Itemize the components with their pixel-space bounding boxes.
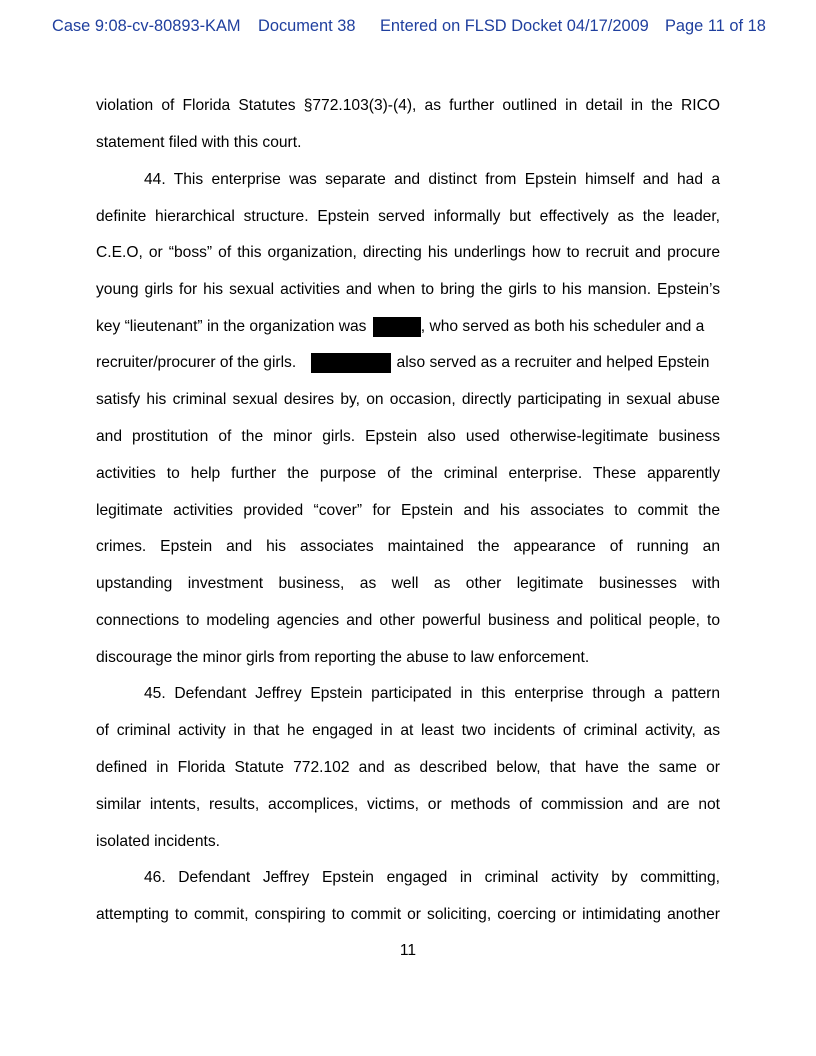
redaction-box (373, 317, 421, 337)
page-indicator: Page 11 of 18 (665, 17, 766, 35)
text-line: young girls for his sexual activities and when to bring the girls to his mansion. Epstein’s (96, 281, 720, 298)
text-line: similar intents, results, accomplices, victims, or methods of commission and are not (96, 796, 720, 813)
docket-header (52, 17, 764, 39)
text-line: legitimate activities provided “cover” for Epstein and his associates to commit the (96, 502, 720, 519)
text-line: upstanding investment business, as well as other legitimate businesses with (96, 575, 720, 592)
paragraph-44-start: 44. This enterprise was separate and distinct from Epstein himself and had a (144, 171, 720, 188)
text-line: isolated incidents. (96, 833, 220, 850)
text-line: connections to modeling agencies and other powerful business and political people, to (96, 612, 720, 629)
text-line: C.E.O, or “boss” of this organization, directing his underlings how to recruit and procure (96, 244, 720, 261)
text-line: attempting to commit, conspiring to commit or soliciting, coercing or intimidating another (96, 906, 720, 923)
text-line-redacted (96, 353, 720, 373)
text-fragment: , who served as both his scheduler and a (420, 318, 705, 335)
text-fragment: also served as a recruiter and helped Epstein (396, 354, 710, 371)
paragraph-46-start: 46. Defendant Jeffrey Epstein engaged in criminal activity by committing, (144, 869, 720, 886)
text-line-redacted (96, 317, 720, 337)
text-fragment: key “lieutenant” in the organization was (96, 318, 367, 335)
text-line: defined in Florida Statute 772.102 and as described below, that have the same or (96, 759, 720, 776)
text-line: of criminal activity in that he engaged in at least two incidents of criminal activity, as (96, 722, 720, 739)
text-line: violation of Florida Statutes §772.103(3)-(4), as further outlined in detail in the RICO (96, 97, 720, 114)
text-fragment: recruiter/procurer of the girls. (96, 354, 297, 371)
text-line: activities to help further the purpose of the criminal enterprise. These apparently (96, 465, 720, 482)
document-number: Document 38 (258, 17, 356, 35)
text-line: statement filed with this court. (96, 134, 302, 151)
text-line: crimes. Epstein and his associates maintained the appearance of running an (96, 538, 720, 555)
text-line: definite hierarchical structure. Epstein served informally but effectively as the leader, (96, 208, 720, 225)
page-number: 11 (399, 942, 417, 959)
text-line: satisfy his criminal sexual desires by, on occasion, directly participating in sexual abuse (96, 391, 720, 408)
docket-entry-date: Entered on FLSD Docket 04/17/2009 (380, 17, 649, 35)
redaction-box (311, 353, 391, 373)
case-number: Case 9:08-cv-80893-KAM (52, 17, 241, 35)
text-line: and prostitution of the minor girls. Epstein also used otherwise-legitimate business (96, 428, 720, 445)
text-line: discourage the minor girls from reporting the abuse to law enforcement. (96, 649, 590, 666)
paragraph-45-start: 45. Defendant Jeffrey Epstein participated in this enterprise through a pattern (144, 685, 720, 702)
